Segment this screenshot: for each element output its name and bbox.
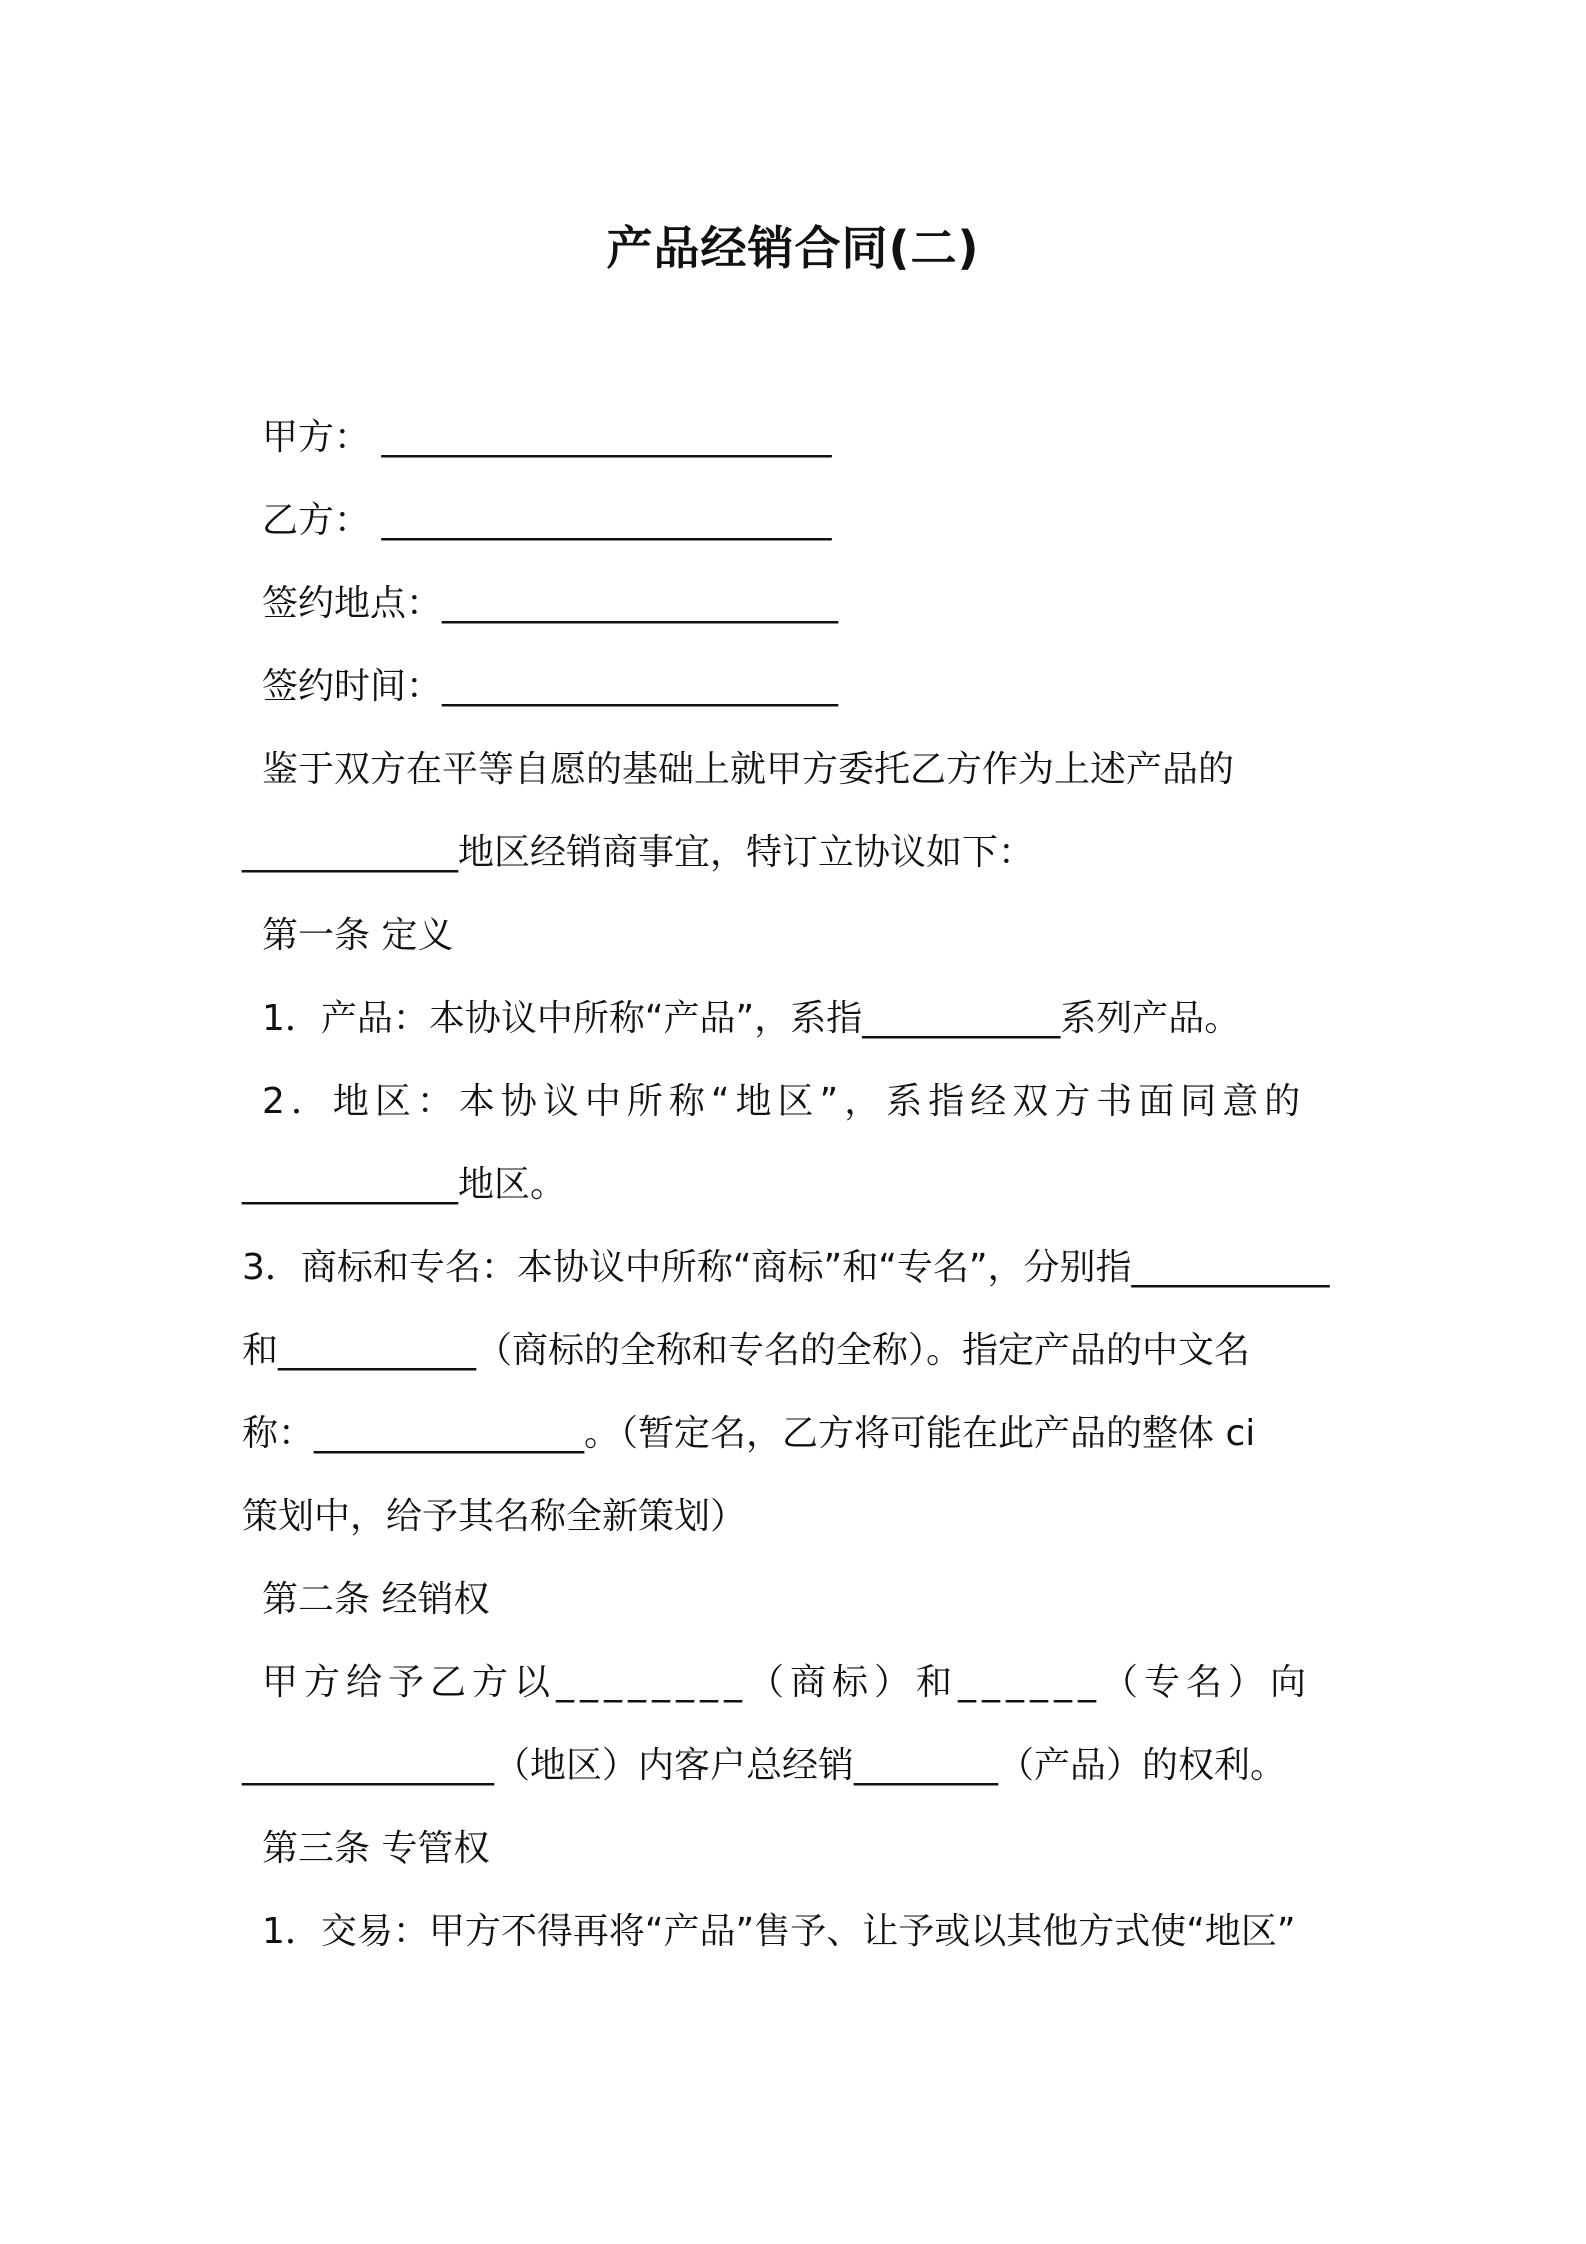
article-2-line-1: 甲方给予乙方以________（商标）和______（专名）向	[262, 1662, 1313, 1703]
article-1-item-3-line-1: 3．商标和专名：本协议中所称“商标”和“专名”，分别指___________	[242, 1247, 1330, 1288]
article-1-item-2-line-2: ____________地区。	[242, 1164, 567, 1205]
article-1-item-3-line-2: 和___________（商标的全称和专名的全称）。指定产品的中文名	[242, 1330, 1251, 1371]
document-title: 产品经销合同(二)	[606, 221, 980, 275]
article-2-line-2: ______________（地区）内客户总经销________（产品）的权利。	[242, 1745, 1287, 1786]
party-b-line: 乙方： _________________________	[262, 500, 832, 541]
signing-place-line: 签约地点：______________________	[262, 583, 839, 624]
article-2-heading: 第二条 经销权	[262, 1579, 490, 1620]
article-1-heading: 第一条 定义	[262, 915, 454, 956]
preamble-line-2: ____________地区经销商事宜，特订立协议如下：	[242, 832, 1035, 873]
article-3-heading: 第三条 专管权	[262, 1828, 490, 1869]
article-1-item-2-line-1: 2．地区：本协议中所称“地区”，系指经双方书面同意的	[262, 1081, 1307, 1122]
article-1-item-3-line-4: 策划中，给予其名称全新策划）	[242, 1496, 747, 1537]
preamble-line-1: 鉴于双方在平等自愿的基础上就甲方委托乙方作为上述产品的	[262, 749, 1235, 790]
signing-time-line: 签约时间：______________________	[262, 666, 839, 707]
article-3-item-1: 1．交易：甲方不得再将“产品”售予、让予或以其他方式使“地区”	[262, 1911, 1296, 1952]
article-1-item-1: 1．产品：本协议中所称“产品”，系指___________系列产品。	[262, 998, 1241, 1039]
party-a-line: 甲方： _________________________	[262, 417, 832, 458]
article-1-item-3-line-3: 称：_______________。（暂定名，乙方将可能在此产品的整体 ci	[242, 1413, 1256, 1454]
